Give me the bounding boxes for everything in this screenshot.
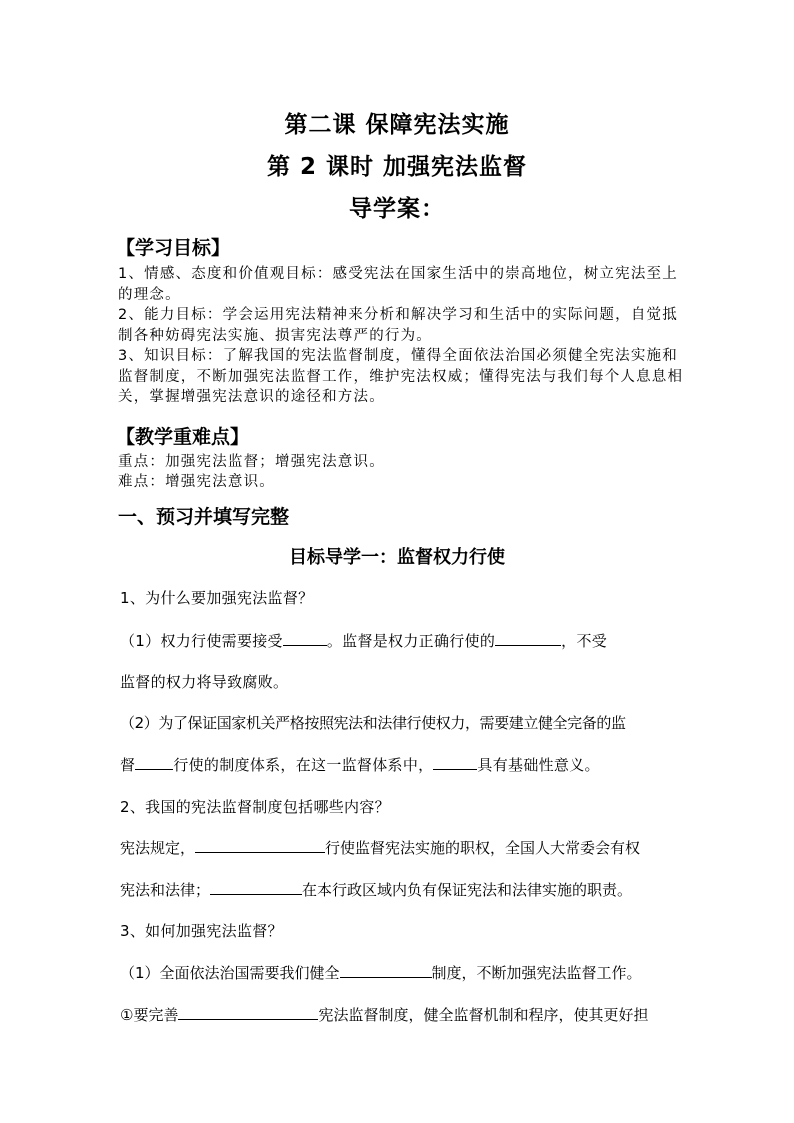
keypoint-difficulty: 难点：增强宪法意识。 xyxy=(118,474,275,490)
keypoints-heading: 【教学重难点】 xyxy=(116,426,250,448)
fill-blank[interactable] xyxy=(210,880,302,895)
goal-item-1: 1、情感、态度和价值观目标：感受宪法在国家生活中的崇高地位，树立宪法至上的理念。 xyxy=(118,266,678,303)
q1-answer-1 xyxy=(120,630,680,651)
q2-a-text-2: 行使监督宪法实施的职权，全国人大常委会有权 xyxy=(325,839,641,857)
q3-b-text-1: ①要完善 xyxy=(120,1006,179,1024)
q1-a2-text-3: 具有基础性意义。 xyxy=(477,756,600,774)
q2-b-text-1: 宪法和法律； xyxy=(120,881,211,899)
q2-b-text-2: 在本行政区域内负有保证宪法和法律实施的职责。 xyxy=(302,881,633,899)
q1-a1-text-2: 。监督是权力正确行使的 xyxy=(326,632,496,650)
q1-answer-1-cont: 监督的权力将导致腐败。 xyxy=(120,673,289,691)
q1-a2-text-2: 行使的制度体系，在这一监督体系中， xyxy=(173,756,434,774)
q3-b-text-2: 宪法监督制度，健全监督机制和程序，使其更好担 xyxy=(318,1006,649,1024)
question-1: 1、为什么要加强宪法监督？ xyxy=(120,589,314,607)
fill-blank[interactable] xyxy=(178,1005,318,1020)
question-3: 3、如何加强宪法监督？ xyxy=(120,922,283,940)
goals-heading: 【学习目标】 xyxy=(116,237,231,259)
q3-answer-2 xyxy=(120,1004,680,1025)
q1-a1-text-1: （1）权力行使需要接受 xyxy=(120,632,283,650)
q2-answer-2 xyxy=(120,879,680,900)
q2-answer-1 xyxy=(120,837,680,858)
q1-answer-2: （2）为了保证国家机关严格按照宪法和法律行使权力，需要建立健全完备的监 xyxy=(120,714,626,732)
q1-a1-text-3: ，不受 xyxy=(561,632,608,650)
q3-answer-1 xyxy=(120,962,680,983)
fill-blank[interactable] xyxy=(135,755,173,770)
fill-blank[interactable] xyxy=(433,755,477,770)
fill-blank[interactable] xyxy=(283,631,327,646)
goal-item-2: 2、能力目标：学会运用宪法精神来分析和解决学习和生活中的实际问题，自觉抵制各种妨碍宪法实施、损害宪法尊严的行为。 xyxy=(118,307,678,344)
fill-blank[interactable] xyxy=(495,631,561,646)
q3-a-text-1: （1）全面依法治国需要我们健全 xyxy=(120,964,340,982)
goal-item-3: 3、知识目标：了解我国的宪法监督制度，懂得全面依法治国必须健全宪法实施和监督制度，不断加强宪法监督工作，维护宪法权威；懂得宪法与我们每个人息息相关，掌握增强宪法意识的途径和方法。 xyxy=(118,348,684,405)
q1-answer-2-cont xyxy=(120,754,680,775)
guide-title: 导学案： xyxy=(349,196,445,222)
fill-blank[interactable] xyxy=(195,838,325,853)
period-title: 第 2 课时 加强宪法监督 xyxy=(266,154,528,180)
q2-a-text-1: 宪法规定， xyxy=(120,839,196,857)
lesson-title: 第二课 保障宪法实施 xyxy=(284,112,510,138)
fill-blank[interactable] xyxy=(340,963,432,978)
keypoint-focus: 重点：加强宪法监督；增强宪法意识。 xyxy=(118,454,385,470)
q3-a-text-2: 制度，不断加强宪法监督工作。 xyxy=(431,964,642,982)
q1-a2-text-1: 督 xyxy=(120,756,136,774)
target-subheading: 目标导学一：监督权力行使 xyxy=(289,547,505,568)
question-2: 2、我国的宪法监督制度包括哪些内容？ xyxy=(120,798,390,816)
part1-heading: 一、预习并填写完整 xyxy=(118,506,290,528)
